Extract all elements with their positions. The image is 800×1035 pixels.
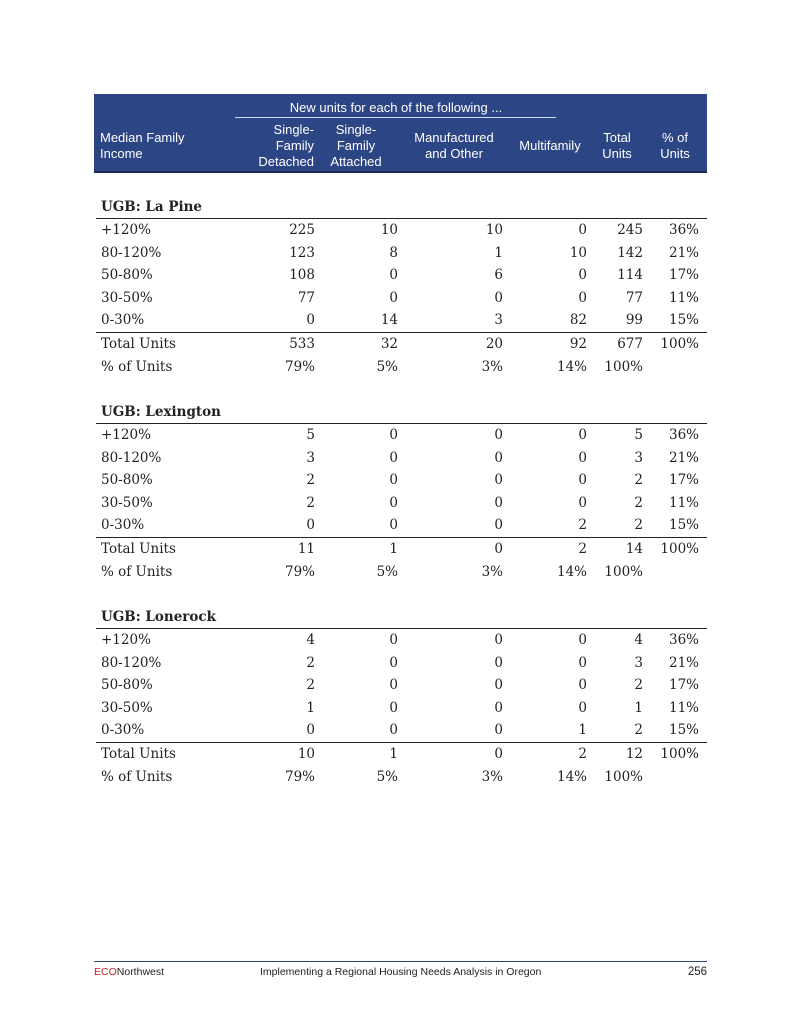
table-row [96, 697, 707, 720]
section-la-pine [96, 196, 707, 378]
row-label: 50-80% [101, 267, 153, 284]
table-cell: 2 [634, 722, 643, 739]
table-cell: 77 [625, 289, 643, 306]
table-cell: 0 [389, 699, 398, 716]
table-cell: 92 [569, 335, 587, 352]
row-label: Total Units [101, 335, 176, 352]
table-cell: 12 [625, 745, 643, 762]
table-cell: 36% [668, 632, 699, 648]
table-cell: 0 [494, 654, 503, 671]
table-cell: 5 [634, 427, 643, 443]
section-lonerock [96, 606, 707, 788]
table-cell: 2 [306, 494, 315, 511]
table-cell: 0 [389, 427, 398, 443]
table-cell: 3 [494, 312, 503, 329]
row-label: 50-80% [101, 472, 153, 489]
table-cell: 245 [617, 222, 643, 238]
table-cell: 0 [306, 517, 315, 534]
table-cell: 0 [389, 517, 398, 534]
section-title: UGB: La Pine [96, 196, 707, 219]
table-cell: 82 [569, 312, 587, 329]
col-header-pct-units: % of Units [660, 130, 690, 161]
table-cell: 0 [494, 677, 503, 694]
row-label: 30-50% [101, 699, 153, 716]
table-row [96, 629, 707, 652]
table-cell: 2 [634, 472, 643, 489]
table-cell: 0 [494, 722, 503, 739]
table-row [96, 652, 707, 675]
table-cell: 14% [556, 563, 587, 580]
table-cell: 0 [578, 632, 587, 648]
col-header-multifamily: Multifamily [519, 138, 581, 153]
table-cell: 5 [306, 427, 315, 443]
table-row [96, 264, 707, 287]
table-cell: 14 [625, 540, 643, 557]
table-cell: 99 [625, 312, 643, 329]
table-cell: 3 [634, 449, 643, 466]
table-cell: 21% [668, 244, 699, 261]
table-cell: 4 [306, 632, 315, 648]
row-label: 30-50% [101, 289, 153, 306]
table-cell: 0 [389, 654, 398, 671]
table-row [96, 674, 707, 697]
col-header-total-units: Total Units [602, 130, 632, 161]
table-cell: 108 [289, 267, 315, 284]
table-cell: 0 [494, 745, 503, 762]
table-row [96, 309, 707, 332]
table-cell: 3 [634, 654, 643, 671]
table-cell: 0 [494, 540, 503, 557]
table-cell: 32 [380, 335, 398, 352]
table-cell: 15% [668, 722, 699, 739]
table-cell: 17% [668, 677, 699, 694]
table-cell: 21% [668, 654, 699, 671]
row-label: 0-30% [101, 722, 145, 739]
total-row [96, 332, 707, 356]
table-cell: 0 [578, 267, 587, 284]
brand-logo: ECONorthwest [94, 966, 165, 978]
table-cell: 1 [634, 699, 643, 716]
table-cell: 123 [289, 244, 315, 261]
table-cell: 0 [306, 722, 315, 739]
table-row [96, 514, 707, 537]
table-cell: 17% [668, 472, 699, 489]
table-cell: 0 [578, 677, 587, 694]
table-cell: 5% [376, 563, 398, 580]
table-cell: 225 [289, 222, 315, 238]
table-cell: 10 [380, 222, 398, 238]
table-cell: 36% [668, 427, 699, 443]
row-label: 0-30% [101, 312, 145, 329]
row-label: 0-30% [101, 517, 145, 534]
col-header-income: Median Family Income [100, 130, 185, 161]
column-group-rule [235, 117, 556, 118]
table-row [96, 424, 707, 447]
table-row [96, 719, 707, 742]
table-cell: 0 [578, 289, 587, 306]
table-cell: 3% [481, 563, 503, 580]
table-cell: 3 [306, 449, 315, 466]
table-cell: 0 [389, 267, 398, 284]
row-label: 80-120% [101, 654, 162, 671]
section-title: UGB: Lonerock [96, 606, 707, 629]
table-cell: 14% [556, 358, 587, 375]
table-row [96, 447, 707, 470]
table-cell: 0 [494, 472, 503, 489]
table-cell: 11% [668, 289, 699, 306]
col-header-manufactured: Manufactured and Other [414, 130, 494, 161]
table-cell: 114 [617, 267, 643, 284]
table-cell: 1 [306, 699, 315, 716]
table-cell: 142 [617, 244, 643, 261]
table-cell: 79% [284, 563, 315, 580]
table-cell: 2 [634, 517, 643, 534]
table-cell: 15% [668, 517, 699, 534]
table-cell: 100% [604, 768, 643, 785]
table-cell: 0 [389, 289, 398, 306]
table-cell: 2 [578, 517, 587, 534]
row-label: +120% [101, 427, 151, 443]
table-cell: 0 [494, 632, 503, 648]
pct-row [96, 356, 707, 379]
table-cell: 79% [284, 358, 315, 375]
table-cell: 6 [494, 267, 503, 284]
row-label: +120% [101, 632, 151, 648]
table-cell: 11% [668, 699, 699, 716]
row-label: Total Units [101, 540, 176, 557]
section-title: UGB: Lexington [96, 401, 707, 424]
table-cell: 0 [306, 312, 315, 329]
table-cell: 4 [634, 632, 643, 648]
total-row [96, 537, 707, 561]
table-cell: 2 [306, 654, 315, 671]
table-cell: 0 [389, 449, 398, 466]
table-cell: 0 [389, 632, 398, 648]
table-cell: 8 [389, 244, 398, 261]
table-cell: 100% [604, 358, 643, 375]
page-footer [94, 961, 707, 978]
row-label: % of Units [101, 768, 173, 785]
table-cell: 36% [668, 222, 699, 238]
table-cell: 5% [376, 768, 398, 785]
table-cell: 0 [389, 472, 398, 489]
table-row [96, 287, 707, 310]
table-header [94, 94, 707, 173]
table-cell: 0 [389, 494, 398, 511]
table-cell: 0 [578, 449, 587, 466]
table-row [96, 242, 707, 265]
row-label: % of Units [101, 358, 173, 375]
table-cell: 0 [578, 494, 587, 511]
table-cell: 1 [389, 745, 398, 762]
table-cell: 10 [297, 745, 315, 762]
table-cell: 10 [569, 244, 587, 261]
table-cell: 3% [481, 768, 503, 785]
col-header-sf-detached: Single- Family Detached [258, 122, 314, 169]
table-cell: 0 [494, 449, 503, 466]
row-label: 30-50% [101, 494, 153, 511]
table-row [96, 219, 707, 242]
row-label: 50-80% [101, 677, 153, 694]
column-group-label: New units for each of the following ... [289, 100, 503, 115]
table-cell: 0 [578, 699, 587, 716]
table-row [96, 469, 707, 492]
table-cell: 1 [389, 540, 398, 557]
row-label: % of Units [101, 563, 173, 580]
table-cell: 0 [494, 517, 503, 534]
table-cell: 2 [306, 472, 315, 489]
table-cell: 0 [494, 494, 503, 511]
table-cell: 2 [578, 540, 587, 557]
table-row [96, 492, 707, 515]
table-cell: 3% [481, 358, 503, 375]
table-cell: 2 [306, 677, 315, 694]
table-cell: 20 [485, 335, 503, 352]
table-cell: 1 [494, 244, 503, 261]
table-cell: 533 [289, 335, 315, 352]
table-cell: 10 [485, 222, 503, 238]
table-cell: 14 [380, 312, 398, 329]
pct-row [96, 766, 707, 789]
table-cell: 2 [634, 677, 643, 694]
row-label: +120% [101, 222, 151, 238]
table-cell: 0 [578, 654, 587, 671]
table-cell: 0 [494, 427, 503, 443]
page-number: 256 [687, 966, 707, 978]
footer-title: Implementing a Regional Housing Needs Analysis in Oregon [260, 966, 542, 978]
table-cell: 79% [284, 768, 315, 785]
table-cell: 5% [376, 358, 398, 375]
table-cell: 100% [660, 745, 699, 762]
table-cell: 14% [556, 768, 587, 785]
table-cell: 2 [578, 745, 587, 762]
table-cell: 0 [494, 699, 503, 716]
total-row [96, 742, 707, 766]
table-cell: 2 [634, 494, 643, 511]
table-cell: 11 [297, 540, 315, 557]
table-cell: 100% [660, 335, 699, 352]
table-cell: 17% [668, 267, 699, 284]
col-header-sf-attached: Single- Family Attached [330, 122, 382, 169]
table-cell: 0 [389, 722, 398, 739]
table-cell: 21% [668, 449, 699, 466]
table-cell: 0 [578, 427, 587, 443]
table-cell: 0 [578, 472, 587, 489]
table-cell: 0 [494, 289, 503, 306]
table-cell: 15% [668, 312, 699, 329]
row-label: 80-120% [101, 449, 162, 466]
table-cell: 100% [660, 540, 699, 557]
table-cell: 1 [578, 722, 587, 739]
table-cell: 0 [578, 222, 587, 238]
table-cell: 11% [668, 494, 699, 511]
table-cell: 677 [617, 335, 643, 352]
table-cell: 77 [297, 289, 315, 306]
pct-row [96, 561, 707, 584]
section-lexington [96, 401, 707, 583]
row-label: 80-120% [101, 244, 162, 261]
table-cell: 0 [389, 677, 398, 694]
row-label: Total Units [101, 745, 176, 762]
table-cell: 100% [604, 563, 643, 580]
